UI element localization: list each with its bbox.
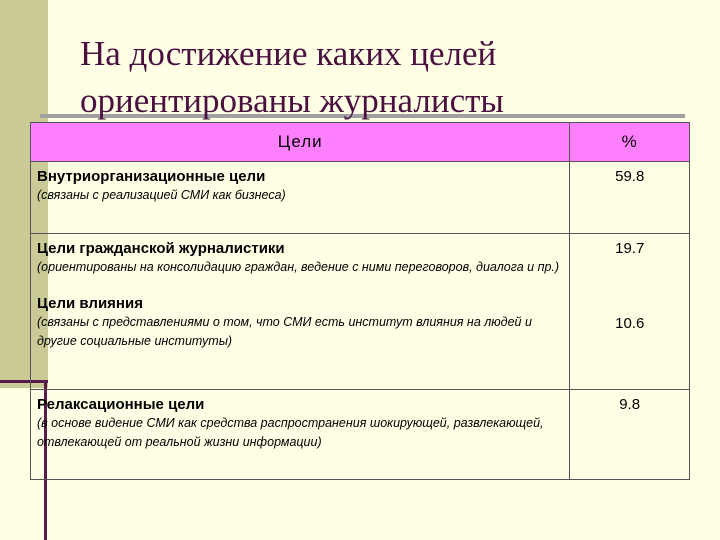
paren-open: ( — [37, 315, 42, 329]
paren-close: ) — [317, 435, 322, 449]
table-row — [31, 234, 690, 390]
table-row — [31, 162, 690, 234]
goal-cell — [31, 390, 570, 480]
goal-description — [37, 313, 563, 351]
table-row — [31, 390, 690, 480]
paren-open: ( — [37, 260, 42, 274]
header-goals: Цели — [31, 123, 570, 162]
goal-name: Релаксационные цели — [37, 396, 205, 413]
percent-cell — [570, 234, 690, 390]
percent-value: 9.8 — [619, 396, 641, 413]
goal-description-text: ориентированы на консолидацию граждан, ведение с ними переговоров, диалога и пр. — [41, 260, 555, 274]
paren-close: ) — [554, 260, 560, 274]
paren-close: ) — [227, 334, 233, 348]
goal-name: Цели гражданской журналистики — [37, 240, 285, 257]
goal-description — [37, 186, 563, 205]
goal-name: Цели влияния — [37, 295, 143, 312]
goal-description-text: связаны с реализацией СМИ как бизнеса — [41, 188, 282, 202]
goal-description-text: в основе видение СМИ как средства распространения шокирующей, развлекающей, отвлекающей от реальной жизни информации — [37, 416, 544, 449]
goal-cell — [31, 234, 570, 390]
goals-table — [30, 122, 690, 480]
spacer — [37, 277, 563, 295]
goal-description — [37, 414, 563, 452]
paren-open: ( — [37, 416, 42, 430]
percent-cell — [570, 162, 690, 234]
percent-value: 59.8 — [615, 168, 645, 185]
percent-cell — [570, 390, 690, 480]
table-header-row — [31, 123, 690, 162]
goal-cell — [31, 162, 570, 234]
paren-close: ) — [281, 188, 286, 202]
goal-description-text: связаны с представлениями о том, что СМИ есть институт влияния на людей и другие социальные институты — [37, 315, 532, 348]
slide-title-line-2: ориентированы журналисты — [80, 81, 504, 120]
slide-title — [80, 30, 504, 124]
header-percent: % — [570, 123, 690, 162]
goal-name: Внутриорганизационные цели — [37, 168, 266, 185]
percent-value: 19.7 — [615, 240, 645, 257]
slide-title-line-1: На достижение каких целей — [80, 34, 497, 73]
percent-value: 10.6 — [615, 315, 645, 332]
goal-description — [37, 258, 563, 277]
paren-open: ( — [37, 188, 42, 202]
